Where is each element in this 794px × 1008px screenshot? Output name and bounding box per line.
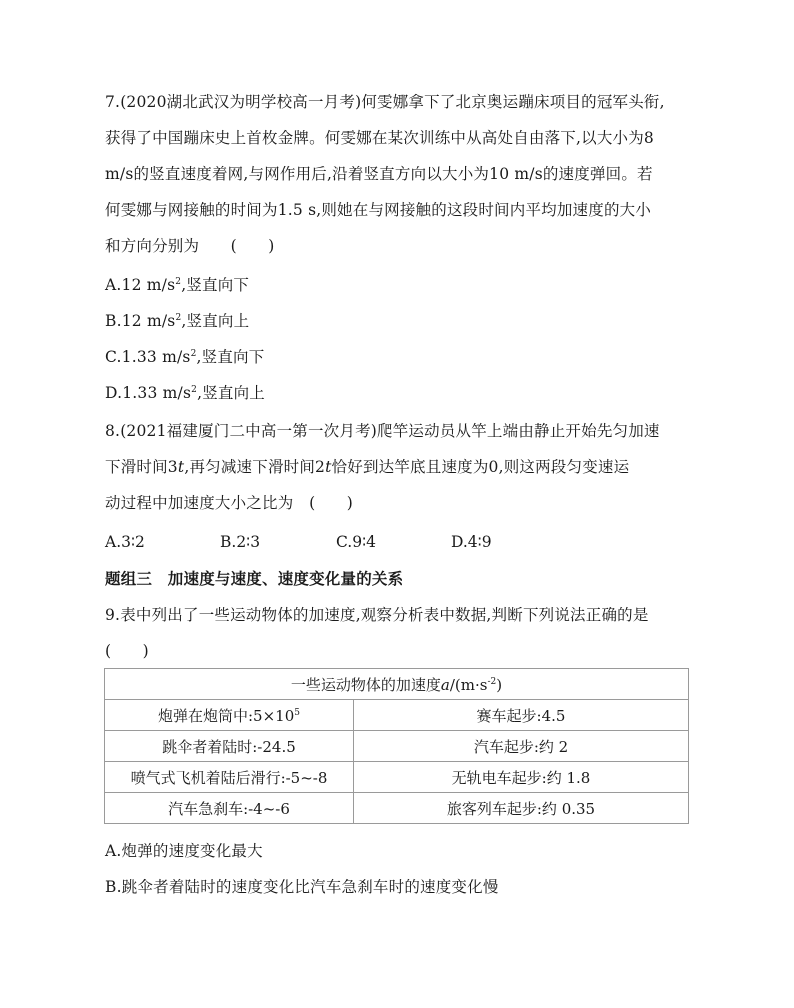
q8-option-d: D.4∶9 xyxy=(451,533,492,551)
cell-text: 炮弹在炮筒中:5×10 xyxy=(158,706,295,725)
q7-option-d-text: D.1.33 m/s xyxy=(105,384,192,402)
table-cell-left: 汽车急刹车:-4~-6 xyxy=(105,793,354,824)
q7-option-a xyxy=(105,274,249,296)
table-row xyxy=(105,793,689,824)
q7-option-b xyxy=(105,310,249,332)
table-cell-right: 无轨电车起步:约 1.8 xyxy=(354,762,689,793)
acceleration-table xyxy=(104,668,689,824)
q8-line-2-part-a: 下滑时间3 xyxy=(105,458,178,476)
table-cell-left: 喷气式飞机着陆后滑行:-5~-8 xyxy=(105,762,354,793)
section-heading: 题组三 加速度与速度、速度变化量的关系 xyxy=(105,570,404,588)
variable-a: a xyxy=(440,675,450,694)
q8-option-c: C.9∶4 xyxy=(336,533,376,551)
q9-option-a: A.炮弹的速度变化最大 xyxy=(105,842,263,860)
table-caption-unit-close: ) xyxy=(496,675,503,694)
q7-line-2: 获得了中国蹦床史上首枚金牌。何雯娜在某次训练中从高处自由落下,以大小为8 xyxy=(105,129,654,147)
q7-option-a-direction: ,竖直向下 xyxy=(181,276,250,294)
q8-line-2 xyxy=(105,456,629,478)
exponent: 2 xyxy=(191,384,198,395)
q7-option-c-text: C.1.33 m/s xyxy=(105,348,191,366)
q9-line-2: ( ) xyxy=(105,642,149,660)
q8-line-2-part-b: ,再匀减速下滑时间2 xyxy=(184,458,326,476)
q7-option-b-text: B.12 m/s xyxy=(105,312,176,330)
q7-option-a-text: A.12 m/s xyxy=(105,276,176,294)
cell-exponent: 5 xyxy=(294,707,300,718)
table-row xyxy=(105,731,689,762)
table-caption xyxy=(105,669,689,700)
table-cell-left xyxy=(105,700,354,731)
table-cell-right: 赛车起步:4.5 xyxy=(354,700,689,731)
exponent: 2 xyxy=(175,276,182,287)
table-row xyxy=(105,762,689,793)
table-row xyxy=(105,700,689,731)
table-cell-right: 汽车起步:约 2 xyxy=(354,731,689,762)
q8-line-1: 8.(2021福建厦门二中高一第一次月考)爬竿运动员从竿上端由静止开始先匀加速 xyxy=(105,422,660,440)
q7-line-4: 何雯娜与网接触的时间为1.5 s,则她在与网接触的这段时间内平均加速度的大小 xyxy=(105,201,652,219)
exponent: 2 xyxy=(175,312,182,323)
q7-option-b-direction: ,竖直向上 xyxy=(181,312,250,330)
table-caption-row xyxy=(105,669,689,700)
q7-option-c xyxy=(105,346,264,368)
table-caption-unit: /(m·s xyxy=(449,675,488,694)
q7-option-c-direction: ,竖直向下 xyxy=(196,348,265,366)
q7-line-3: m/s的竖直速度着网,与网作用后,沿着竖直方向以大小为10 m/s的速度弹回。若 xyxy=(105,165,653,183)
q8-line-2-part-c: 恰好到达竿底且速度为0,则这两段匀变速运 xyxy=(331,458,630,476)
q8-option-b: B.2∶3 xyxy=(220,533,261,551)
table-cell-right: 旅客列车起步:约 0.35 xyxy=(354,793,689,824)
table-caption-text: 一些运动物体的加速度 xyxy=(290,675,441,694)
variable-t: t xyxy=(177,458,185,476)
q7-option-d xyxy=(105,382,265,404)
q7-line-1: 7.(2020湖北武汉为明学校高一月考)何雯娜拿下了北京奥运蹦床项目的冠军头衔, xyxy=(105,93,665,111)
q7-line-5: 和方向分别为 ( ) xyxy=(105,237,275,255)
q9-line-1: 9.表中列出了一些运动物体的加速度,观察分析表中数据,判断下列说法正确的是 xyxy=(105,606,649,624)
q8-line-3: 动过程中加速度大小之比为 ( ) xyxy=(105,494,353,512)
q7-option-d-direction: ,竖直向上 xyxy=(197,384,265,402)
q8-option-a: A.3∶2 xyxy=(105,533,145,551)
table-cell-left: 跳伞者着陆时:-24.5 xyxy=(105,731,354,762)
q9-option-b: B.跳伞者着陆时的速度变化比汽车急刹车时的速度变化慢 xyxy=(105,878,499,896)
variable-t: t xyxy=(325,458,332,476)
unit-exponent: -2 xyxy=(487,676,497,687)
exponent: 2 xyxy=(190,348,197,359)
